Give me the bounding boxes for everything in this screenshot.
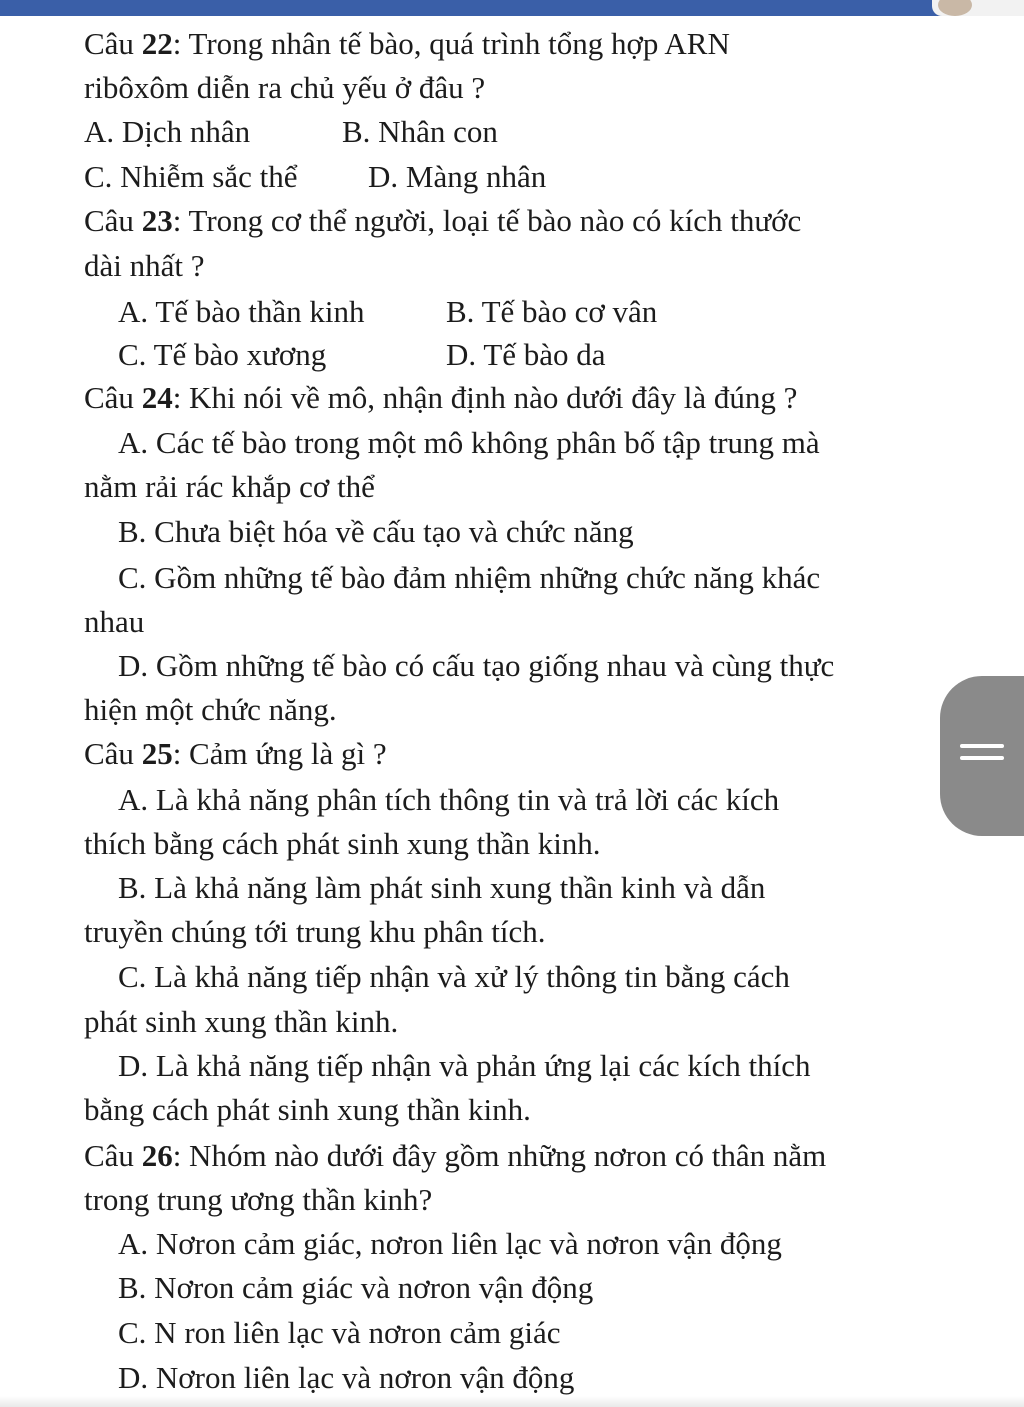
question-24-option-b: B. Chưa biệt hóa về cấu tạo và chức năng bbox=[118, 514, 634, 549]
question-text: : Trong nhân tế bào, quá trình tổng hợp ARN bbox=[172, 26, 730, 61]
question-22-option-b: B. Nhân con bbox=[342, 114, 498, 149]
question-25-option-b-line-2: truyền chúng tới trung khu phân tích. bbox=[84, 914, 546, 949]
question-number: 25 bbox=[141, 736, 173, 771]
question-25-option-b-line-1: B. Là khả năng làm phát sinh xung thần kinh và dẫn bbox=[118, 870, 766, 905]
question-26-line-1 bbox=[84, 1134, 826, 1178]
question-25-line-1 bbox=[84, 732, 387, 776]
top-bar bbox=[0, 0, 1024, 16]
question-25-option-c-line-2: phát sinh xung thần kinh. bbox=[84, 1004, 399, 1039]
question-label: Câu bbox=[84, 203, 142, 238]
question-24-option-a-line-1: A. Các tế bào trong một mô không phân bố tập trung mà bbox=[118, 425, 820, 460]
bottom-edge bbox=[0, 1396, 1024, 1407]
question-24-option-d-line-2: hiện một chức năng. bbox=[84, 692, 337, 727]
question-label: Câu bbox=[84, 26, 142, 61]
question-26-option-a: A. Nơron cảm giác, nơron liên lạc và nơron vận động bbox=[118, 1226, 782, 1261]
question-22-line-2: ribôxôm diễn ra chủ yếu ở đâu ? bbox=[84, 70, 486, 105]
question-23-option-b: B. Tế bào cơ vân bbox=[446, 294, 658, 329]
question-number: 24 bbox=[141, 380, 173, 415]
question-text: : Trong cơ thể người, loại tế bào nào có kích thước bbox=[172, 203, 802, 238]
scroll-handle[interactable] bbox=[940, 676, 1024, 836]
question-23-line-1 bbox=[84, 199, 801, 243]
question-22-option-d: D. Màng nhân bbox=[368, 159, 547, 194]
question-26-option-d: D. Nơron liên lạc và nơron vận động bbox=[118, 1360, 575, 1395]
grip-line-icon bbox=[960, 756, 1004, 760]
question-24-option-a-line-2: nằm rải rác khắp cơ thể bbox=[84, 469, 375, 504]
question-23-option-c: C. Tế bào xương bbox=[118, 337, 327, 372]
question-23-option-d: D. Tế bào da bbox=[446, 337, 606, 372]
question-26-line-2: trong trung ương thần kinh? bbox=[84, 1182, 433, 1217]
question-25-option-a-line-2: thích bằng cách phát sinh xung thần kinh. bbox=[84, 826, 601, 861]
question-25-option-c-line-1: C. Là khả năng tiếp nhận và xử lý thông tin bằng cách bbox=[118, 959, 790, 994]
question-24-option-c-line-1: C. Gồm những tế bào đảm nhiệm những chức năng khác bbox=[118, 560, 821, 595]
question-24-option-c-line-2: nhau bbox=[84, 604, 145, 639]
question-24-line-1 bbox=[84, 376, 797, 420]
question-24-option-d-line-1: D. Gồm những tế bào có cấu tạo giống nhau và cùng thực bbox=[118, 648, 835, 683]
question-22-option-c: C. Nhiễm sắc thể bbox=[84, 159, 298, 194]
question-label: Câu bbox=[84, 380, 142, 415]
question-text: : Cảm ứng là gì ? bbox=[172, 736, 387, 771]
question-label: Câu bbox=[84, 736, 142, 771]
question-number: 26 bbox=[141, 1138, 173, 1173]
question-22-option-a: A. Dịch nhân bbox=[84, 114, 251, 149]
question-22-line-1 bbox=[84, 22, 730, 66]
question-text: : Khi nói về mô, nhận định nào dưới đây là đúng ? bbox=[172, 380, 798, 415]
question-25-option-d-line-1: D. Là khả năng tiếp nhận và phản ứng lại các kích thích bbox=[118, 1048, 811, 1083]
question-25-option-a-line-1: A. Là khả năng phân tích thông tin và trả lời các kích bbox=[118, 782, 780, 817]
question-23-option-a: A. Tế bào thần kinh bbox=[118, 294, 365, 329]
question-26-option-c: C. N ron liên lạc và nơron cảm giác bbox=[118, 1315, 561, 1350]
question-26-option-b: B. Nơron cảm giác và nơron vận động bbox=[118, 1270, 594, 1305]
question-23-line-2: dài nhất ? bbox=[84, 248, 205, 283]
grip-line-icon bbox=[960, 744, 1004, 748]
question-label: Câu bbox=[84, 1138, 142, 1173]
question-text: : Nhóm nào dưới đây gồm những nơron có thân nằm bbox=[172, 1138, 827, 1173]
question-number: 22 bbox=[141, 26, 173, 61]
question-number: 23 bbox=[141, 203, 173, 238]
question-25-option-d-line-2: bằng cách phát sinh xung thần kinh. bbox=[84, 1092, 531, 1127]
